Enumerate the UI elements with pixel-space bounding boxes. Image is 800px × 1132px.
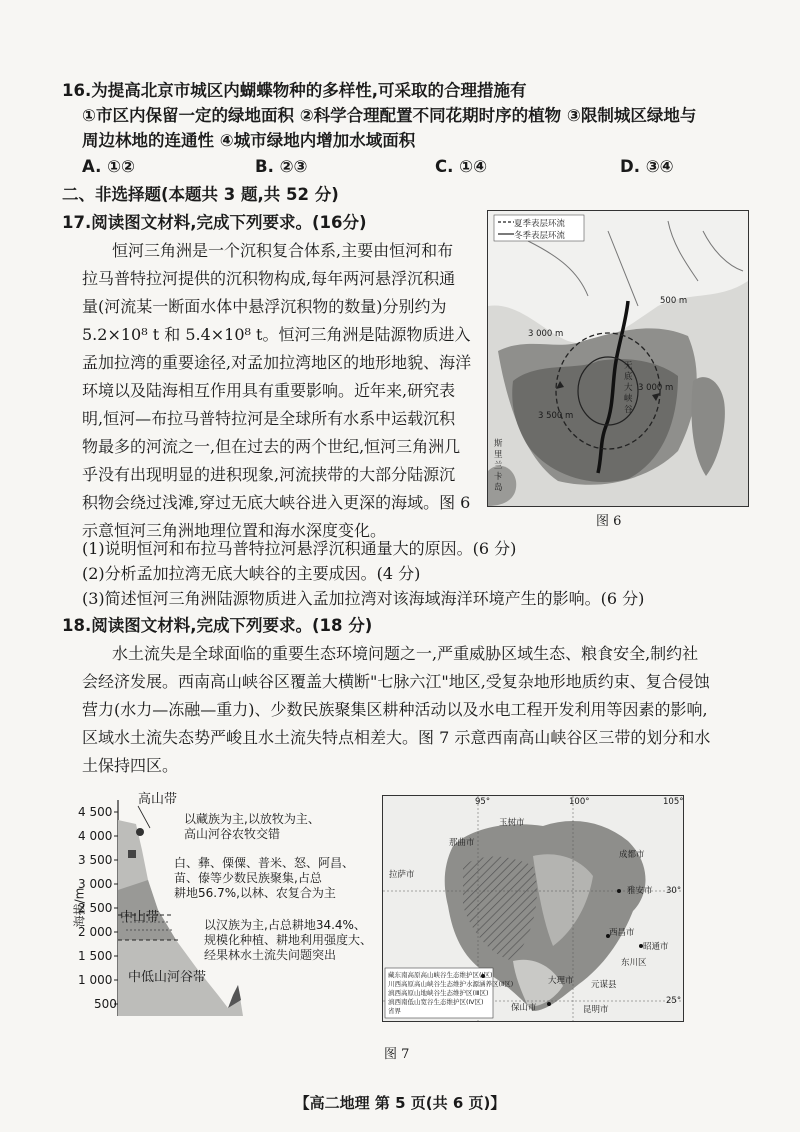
figure-7-map (382, 795, 684, 1022)
figure-7-altitude-profile (72, 790, 378, 1030)
q16-choice-c: C. ①④ (435, 157, 488, 176)
q17-sub1: (1)说明恒河和布拉马普特拉河悬浮沉积通量大的原因。(6 分) (82, 539, 517, 558)
city-label: 昭通市 (643, 942, 669, 952)
q17-sub3: (3)简述恒河三角洲陆源物质进入孟加拉湾对该海域海洋环境产生的影响。(6 分) (82, 589, 645, 608)
map-legend-item: 省界 (388, 1007, 401, 1015)
q17-line: 量(河流某一断面水体中悬浮沉积物的数量)分别约为 (82, 297, 447, 316)
q16-options-line2: 周边林地的连通性 ④城市绿地内增加水域面积 (82, 131, 416, 150)
city-label: 东川区 (621, 958, 647, 968)
q16-choice-a: A. ①② (82, 157, 136, 176)
lat-label: 30° (666, 886, 682, 896)
q17-line: 乎没有出现明显的进积现象,河流挟带的大部分陆源沉 (82, 465, 456, 484)
city-label: 雅安市 (627, 886, 653, 896)
q17-line: 环境以及陆海相互作用具有重要影响。近年来,研究表 (82, 381, 456, 400)
city-label: 拉萨市 (389, 870, 415, 880)
ytick: 2 000 (78, 925, 113, 939)
city-label: 玉树市 (499, 818, 525, 828)
q16-choice-d: D. ③④ (620, 157, 674, 176)
y-axis-label: 海拔/m (72, 887, 87, 928)
q18-line: 区域水土流失态势严峻且水土流失特点相差大。图 7 示意西南高山峡谷区三带的划分和水 (82, 728, 711, 747)
srilanka-label: 斯里兰卡岛 (494, 439, 503, 493)
q17-line: 示意恒河三角洲地理位置和海水深度变化。 (82, 521, 387, 540)
q17-line: 恒河三角洲是一个沉积复合体系,主要由恒河和布 (112, 241, 454, 260)
city-label: 元谋县 (591, 980, 617, 990)
map-legend-item: 滇西高原山地峡谷生态维护区(Ⅲ区) (388, 989, 489, 997)
band-mid: 中山带 (120, 910, 160, 925)
q18-line: 土保持四区。 (82, 756, 179, 775)
lon-label: 100° (569, 797, 590, 807)
desc-high-line: 以藏族为主,以放牧为主、 (184, 812, 320, 826)
city-label: 那曲市 (449, 838, 475, 848)
depth-label: 3 500 m (538, 411, 574, 421)
q18-line: 水土流失是全球面临的重要生态环境问题之一,严重威胁区域生态、粮食安全,制约社 (112, 644, 699, 663)
desc-low-line: 经果林水土流失问题突出 (204, 948, 337, 962)
page-footer: 【高二地理 第 5 页(共 6 页)】 (294, 1094, 506, 1112)
q17-line: 明,恒河—布拉马普特拉河是全球所有水系中运载沉积 (82, 409, 456, 428)
band-low: 中低山河谷带 (128, 970, 207, 985)
desc-low-line: 规模化种植、耕地利用强度大、 (204, 933, 373, 947)
city-label: 保山市 (511, 1003, 537, 1013)
q16-options-line1: ①市区内保留一定的绿地面积 ②科学合理配置不同花期时序的植物 ③限制城区绿地与 (82, 106, 697, 125)
city-label: 昆明市 (583, 1005, 609, 1015)
q17-line: 孟加拉湾的重要途径,对孟加拉湾地区的地形地貌、海洋 (82, 353, 472, 372)
q17-sub2: (2)分析孟加拉湾无底大峡谷的主要成因。(4 分) (82, 564, 421, 583)
map-legend-item: 川西高原高山峡谷生态维护水源涵养区(Ⅱ区) (388, 980, 514, 988)
ytick: 500 (94, 997, 117, 1011)
canyon-label: 无底大峡谷 (624, 361, 633, 415)
legend-summer: 夏季表层环流 (514, 219, 566, 229)
city-label: 大理市 (548, 976, 574, 986)
q18-heading: 18.阅读图文材料,完成下列要求。(18 分) (62, 616, 373, 635)
legend-winter: 冬季表层环流 (514, 231, 566, 241)
lon-label: 105° (663, 797, 684, 807)
q18-line: 会经济发展。西南高山峡谷区覆盖大横断"七脉六江"地区,受复杂地形地质约束、复合侵蚀 (82, 672, 710, 691)
q17-line: 拉马普特拉河提供的沉积物构成,每年两河悬浮沉积通 (82, 269, 456, 288)
desc-mid-line: 白、彝、傈僳、普米、怒、阿昌、 (174, 856, 355, 870)
depth-label: 500 m (660, 296, 688, 306)
q17-heading: 17.阅读图文材料,完成下列要求。(16分) (62, 213, 367, 232)
q17-line: 物最多的河流之一,但在过去的两个世纪,恒河三角洲几 (82, 437, 461, 456)
lat-label: 25° (666, 996, 682, 1006)
band-high: 高山带 (138, 792, 178, 807)
ytick: 1 000 (78, 973, 113, 987)
city-label: 西昌市 (609, 928, 635, 938)
q17-line: 积物会绕过浅滩,穿过无底大峡谷进入更深的海域。图 6 (82, 493, 471, 512)
map-legend-item: 滇西南低山宽谷生态维护区(Ⅳ区) (388, 998, 484, 1006)
depth-label: 3 000 m (528, 329, 564, 339)
ytick: 1 500 (78, 949, 113, 963)
q16-choice-b: B. ②③ (255, 157, 308, 176)
desc-mid-line: 耕地56.7%,以林、农复合为主 (174, 886, 336, 900)
depth-label: 3 000 m (638, 383, 674, 393)
desc-high-line: 高山河谷农牧交错 (184, 827, 281, 841)
ganges-delta-map (488, 211, 748, 506)
ytick: 3 500 (78, 853, 113, 867)
desc-mid-line: 苗、傣等少数民族聚集,占总 (174, 871, 322, 885)
ytick: 4 500 (78, 805, 113, 819)
lon-label: 95° (475, 797, 491, 807)
q16-stem: 16.为提高北京市城区内蝴蝶物种的多样性,可采取的合理措施有 (62, 81, 527, 100)
ytick: 3 000 (78, 877, 113, 891)
city-label: 成都市 (619, 850, 645, 860)
ytick: 4 000 (78, 829, 113, 843)
map-legend-item: 藏东南高原高山峡谷生态维护区(Ⅰ区) (388, 971, 493, 979)
figure-6-map (487, 210, 749, 507)
figure-7-caption: 图 7 (384, 1047, 410, 1062)
figure-6-caption: 图 6 (596, 514, 622, 529)
section-heading: 二、非选择题(本题共 3 题,共 52 分) (62, 185, 339, 204)
desc-low-line: 以汉族为主,占总耕地34.4%、 (204, 918, 366, 932)
q17-line: 5.2×10⁸ t 和 5.4×10⁸ t。恒河三角洲是陆源物质进入 (82, 325, 471, 344)
q18-line: 营力(水力—冻融—重力)、少数民族聚集区耕种活动以及水电工程开发利用等因素的影响, (82, 700, 708, 719)
ytick: 2 500 (78, 901, 113, 915)
